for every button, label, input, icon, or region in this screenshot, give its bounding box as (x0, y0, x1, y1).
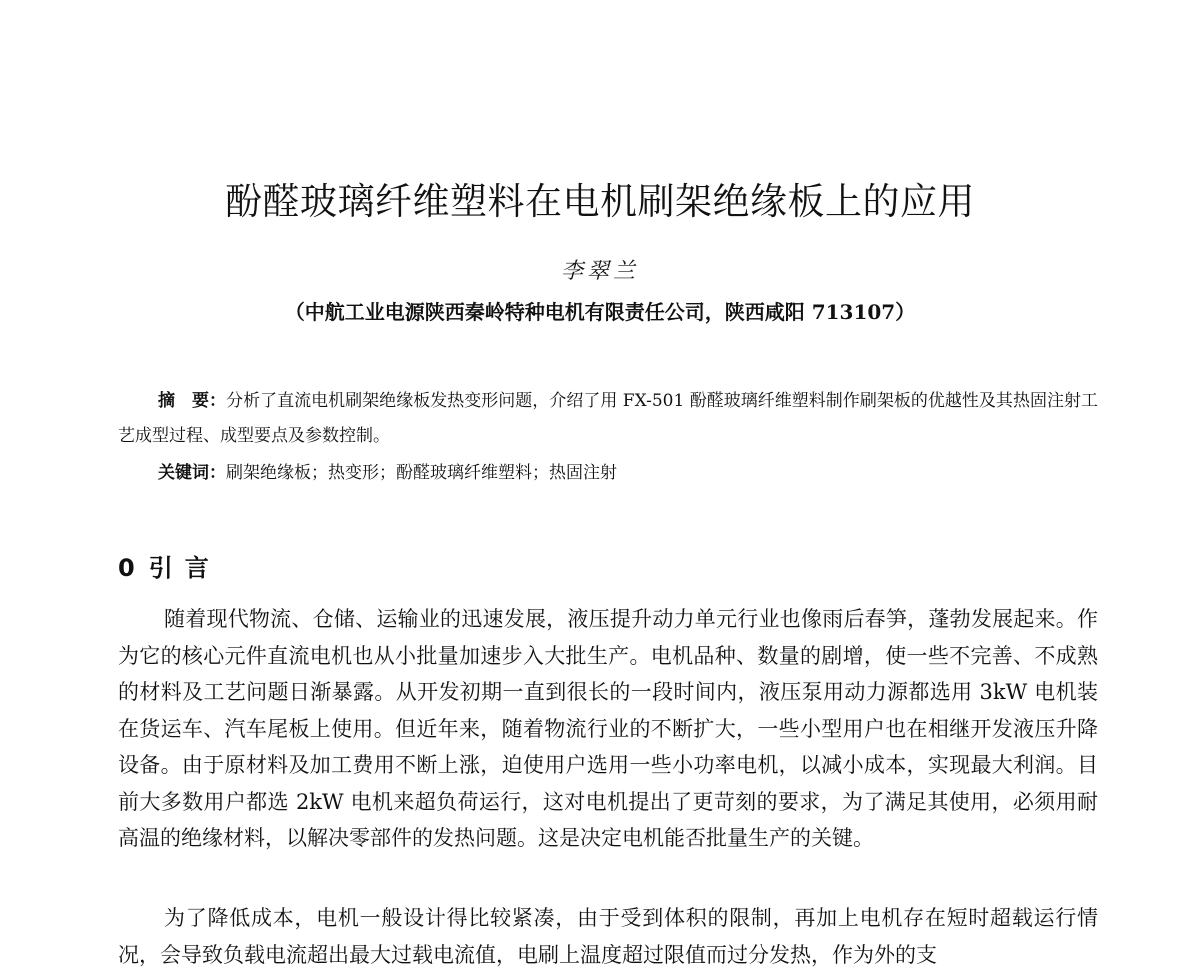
section-title: 引言 (148, 554, 221, 582)
paper-title: 酚醛玻璃纤维塑料在电机刷架绝缘板上的应用 (225, 180, 975, 223)
keywords (118, 456, 1098, 491)
body-paragraph: 为了降低成本，电机一般设计得比较紧凑，由于受到体积的限制，再加上电机存在短时超载运行情况，会导致负载电流超出最大过载电流值，电刷上温度超过限值而过分发热，作为外的支 (118, 906, 1098, 967)
keywords-text: 刷架绝缘板；热变形；酚醛玻璃纤维塑料；热固注射 (226, 463, 617, 483)
author-affiliation: （中航工业电源陕西秦岭特种电机有限责任公司，陕西咸阳 713107） (284, 300, 916, 324)
abstract-text: 分析了直流电机刷架绝缘板发热变形问题，介绍了用 FX-501 酚醛玻璃纤维塑料制作刷架板的优越性及其热固注射工艺成型过程、成型要点及参数控制。 (118, 391, 1099, 446)
section-number: 0 (118, 554, 135, 582)
author-name: 李翠兰 (560, 259, 639, 284)
abstract-label: 摘 要： (158, 391, 227, 411)
abstract (118, 384, 1098, 454)
body-paragraph: 随着现代物流、仓储、运输业的迅速发展，液压提升动力单元行业也像雨后春笋，蓬勃发展起来。作为它的核心元件直流电机也从小批量加速步入大批生产。电机品种、数量的剧增，使一些不完善、不成熟的材料及工艺问题日渐暴露。从开发初期一直到很长的一段时间内，液压泵用动力源都选用 3kW 电机装在货运车、汽车尾板上使用。但近年来，随着物流行业的不断扩大，一些小型用户也在相继开发液压升降设备。由于原材料及加工费用不断上涨，迫使用户选用一些小功率电机，以减小成本，实现最大利润。目前大多数用户都选 2kW 电机来超负荷运行，这对电机提出了更苛刻的要求，为了满足其使用，必须用耐高温的绝缘材料，以解决零部件的发热问题。这是决定电机能否批量生产的关键。 (118, 607, 1098, 850)
section-heading-introduction (118, 548, 221, 588)
keywords-label: 关键词： (158, 463, 226, 483)
